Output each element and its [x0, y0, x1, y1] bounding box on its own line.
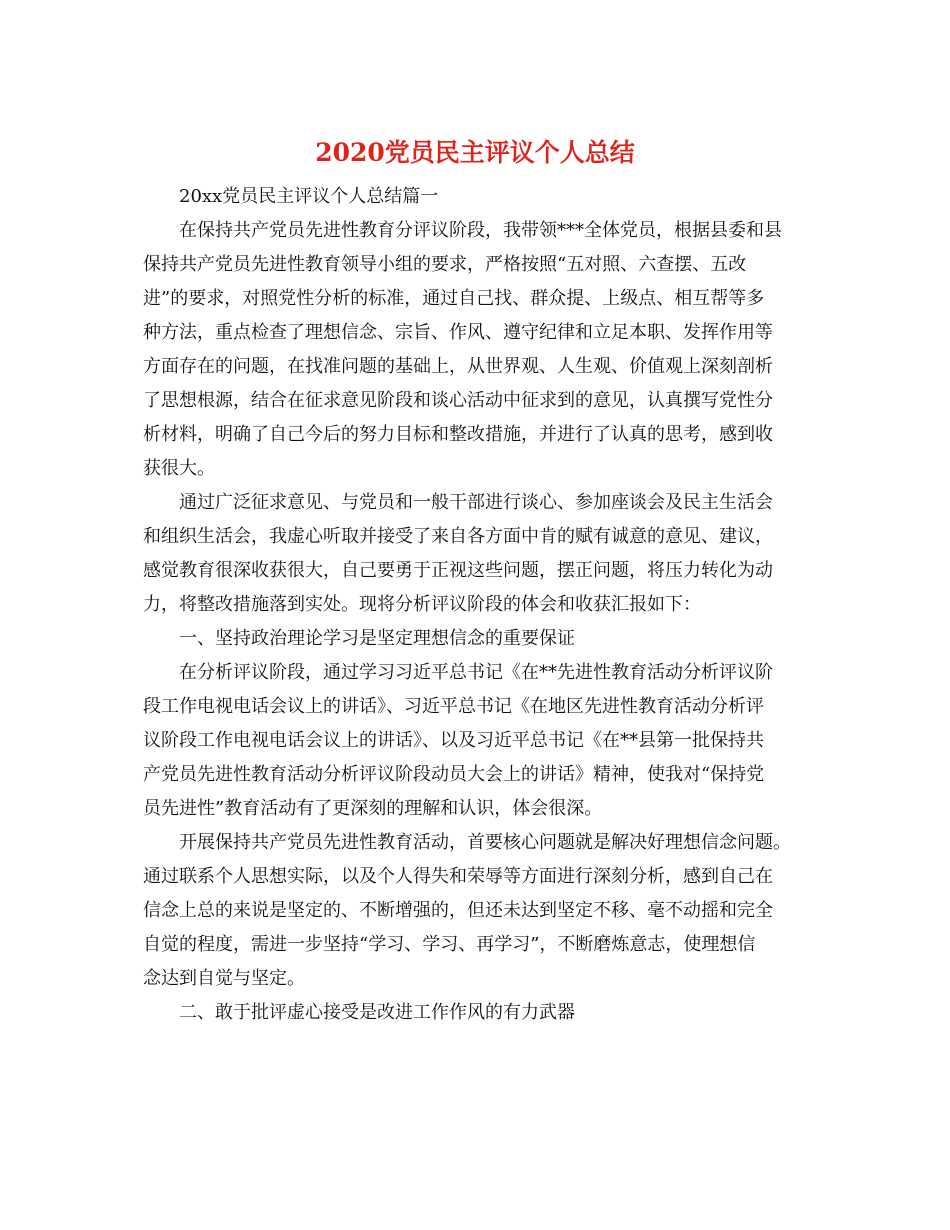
paragraph	[143, 622, 807, 656]
paragraph-line: 进”的要求，对照党性分析的标准，通过自己找、群众提、上级点、相互帮等多	[143, 288, 765, 309]
paragraph-line: 一、坚持政治理论学习是坚定理想信念的重要保证	[179, 628, 575, 649]
paragraph-line: 了思想根源，结合在征求意见阶段和谈心活动中征求到的意见，认真撰写党性分	[143, 390, 773, 411]
paragraph	[143, 826, 807, 996]
paragraph-line: 二、敢于批评虚心接受是改进工作作风的有力武器	[179, 1002, 575, 1023]
paragraph	[143, 214, 807, 486]
paragraph-line: 念达到自觉与坚定。	[143, 968, 305, 989]
paragraph-line: 在分析评议阶段，通过学习习近平总书记《在**先进性教育活动分析评议阶	[179, 662, 773, 683]
paragraph-line: 通过联系个人思想实际，以及个人得失和荣辱等方面进行深刻分析，感到自己在	[143, 866, 773, 887]
paragraph-line: 信念上总的来说是坚定的、不断增强的，但还未达到坚定不移、毫不动摇和完全	[143, 900, 773, 921]
paragraph-line: 开展保持共产党员先进性教育活动，首要核心问题就是解决好理想信念问题。	[179, 832, 791, 853]
paragraph-line: 产党员先进性教育活动分析评议阶段动员大会上的讲话》精神，使我对“保持党	[143, 764, 765, 785]
paragraph-line: 种方法，重点检查了理想信念、宗旨、作风、遵守纪律和立足本职、发挥作用等	[143, 322, 773, 343]
paragraph-line: 力，将整改措施落到实处。现将分析评议阶段的体会和收获汇报如下：	[143, 594, 701, 615]
document-body	[143, 180, 807, 1030]
paragraph	[143, 180, 807, 214]
paragraph-line: 在保持共产党员先进性教育分评议阶段，我带领***全体党员，根据县委和县	[179, 220, 782, 241]
paragraph-line: 和组织生活会，我虚心听取并接受了来自各方面中肯的赋有诚意的意见、建议，	[143, 526, 773, 547]
paragraph	[143, 996, 807, 1030]
paragraph-line: 方面存在的问题，在找准问题的基础上，从世界观、人生观、价值观上深刻剖析	[143, 356, 773, 377]
paragraph-line: 获很大。	[143, 458, 215, 479]
document-title: 2020党员民主评议个人总结	[315, 138, 635, 167]
paragraph	[143, 486, 807, 622]
paragraph-line: 自觉的程度，需进一步坚持“学习、学习、再学习”，不断磨炼意志，使理想信	[143, 934, 756, 955]
paragraph-line: 议阶段工作电视电话会议上的讲话》、以及习近平总书记《在**县第一批保持共	[143, 730, 764, 751]
paragraph-line: 析材料，明确了自己今后的努力目标和整改措施，并进行了认真的思考，感到收	[143, 424, 773, 445]
paragraph-line: 保持共产党员先进性教育领导小组的要求，严格按照“五对照、六查摆、五改	[143, 254, 747, 275]
paragraph-line: 20xx党员民主评议个人总结篇一	[179, 186, 439, 207]
paragraph	[143, 656, 807, 826]
paragraph-line: 员先进性”教育活动有了更深刻的理解和认识，体会很深。	[143, 798, 603, 819]
paragraph-line: 通过广泛征求意见、与党员和一般干部进行谈心、参加座谈会及民主生活会	[179, 492, 773, 513]
paragraph-line: 段工作电视电话会议上的讲话》、习近平总书记《在地区先进性教育活动分析评	[143, 696, 764, 717]
paragraph-line: 感觉教育很深收获很大，自己要勇于正视这些问题，摆正问题，将压力转化为动	[143, 560, 773, 581]
